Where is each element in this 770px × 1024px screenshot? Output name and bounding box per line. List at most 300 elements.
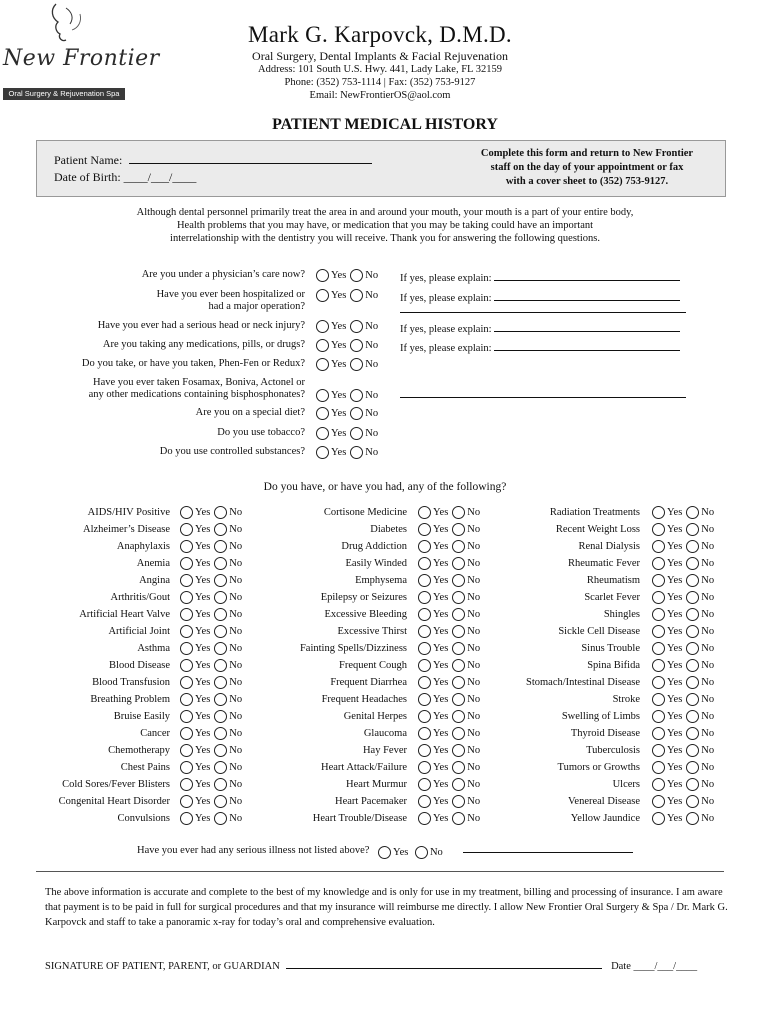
condition-label: Heart Attack/Failure: [320, 762, 407, 773]
no-radio[interactable]: [686, 727, 699, 740]
yes-radio[interactable]: [180, 710, 193, 723]
yes-radio[interactable]: [652, 642, 665, 655]
yes-radio[interactable]: [180, 642, 193, 655]
logo-tagline: Oral Surgery & Rejuvenation Spa: [3, 88, 125, 100]
yes-label: Yes: [331, 390, 347, 401]
patient-name-field: [54, 153, 372, 168]
no-radio[interactable]: [214, 608, 227, 621]
condition-label: Stomach/Intestinal Disease: [525, 677, 640, 688]
yes-radio[interactable]: [652, 625, 665, 638]
yes-no-group: [316, 320, 382, 334]
no-label: No: [467, 728, 481, 739]
yes-no-group: [316, 339, 382, 353]
yes-no-group: [418, 625, 484, 639]
yes-radio[interactable]: [652, 761, 665, 774]
no-radio[interactable]: [686, 506, 699, 519]
no-label: No: [229, 677, 243, 688]
yes-label: Yes: [393, 847, 409, 859]
no-label: No: [701, 745, 715, 756]
condition-label: Sickle Cell Disease: [558, 626, 640, 637]
condition-label: Stroke: [612, 694, 640, 705]
no-radio[interactable]: [214, 642, 227, 655]
no-label: No: [701, 677, 715, 688]
condition-label: Venereal Disease: [567, 796, 640, 807]
no-radio[interactable]: [214, 812, 227, 825]
yes-label: Yes: [331, 321, 347, 332]
yes-radio[interactable]: [180, 557, 193, 570]
yes-radio[interactable]: [418, 778, 431, 791]
condition-label: Frequent Diarrhea: [330, 677, 407, 688]
yes-no-group: [418, 506, 484, 520]
yes-radio[interactable]: [418, 642, 431, 655]
condition-label: Heart Murmur: [346, 779, 407, 790]
condition-label: Convulsions: [117, 813, 170, 824]
no-label: No: [365, 408, 379, 419]
explain-input[interactable]: [494, 340, 680, 351]
condition-label: Excessive Bleeding: [324, 609, 407, 620]
yes-no-group: [652, 540, 718, 554]
yes-radio[interactable]: [316, 407, 329, 420]
yes-radio[interactable]: [418, 676, 431, 689]
condition-label: Asthma: [137, 643, 170, 654]
condition-label: Tuberculosis: [586, 745, 640, 756]
explain-input[interactable]: [494, 321, 680, 332]
no-radio[interactable]: [214, 693, 227, 706]
no-radio[interactable]: [686, 540, 699, 553]
yes-radio[interactable]: [180, 761, 193, 774]
yes-no-group: [180, 744, 246, 758]
no-radio[interactable]: [452, 693, 465, 706]
yes-label: Yes: [433, 728, 449, 739]
yes-no-group: [180, 761, 246, 775]
other-illness-input[interactable]: [463, 842, 633, 853]
yes-no-group: [652, 727, 718, 741]
no-radio[interactable]: [214, 659, 227, 672]
yes-radio[interactable]: [418, 659, 431, 672]
instructions-line: staff on the day of your appointment or fax: [490, 162, 684, 173]
yes-no-group: [652, 795, 718, 809]
signature-input[interactable]: [286, 958, 602, 969]
condition-label: Breathing Problem: [90, 694, 170, 705]
no-radio[interactable]: [686, 676, 699, 689]
yes-radio[interactable]: [180, 778, 193, 791]
question-text: [157, 289, 305, 313]
yes-label: Yes: [195, 711, 211, 722]
yes-radio[interactable]: [418, 540, 431, 553]
question-text: [103, 339, 305, 351]
no-radio[interactable]: [452, 540, 465, 553]
no-radio[interactable]: [452, 523, 465, 536]
yes-radio[interactable]: [652, 812, 665, 825]
yes-radio[interactable]: [652, 557, 665, 570]
no-radio[interactable]: [452, 557, 465, 570]
no-label: No: [467, 524, 481, 535]
yes-label: Yes: [195, 541, 211, 552]
yes-radio[interactable]: [180, 540, 193, 553]
no-radio[interactable]: [214, 727, 227, 740]
yes-label: Yes: [433, 694, 449, 705]
condition-label: AIDS/HIV Positive: [87, 507, 170, 518]
yes-radio[interactable]: [652, 778, 665, 791]
yes-no-group: [418, 574, 484, 588]
no-label: No: [467, 745, 481, 756]
no-radio[interactable]: [350, 339, 363, 352]
yes-label: Yes: [667, 711, 683, 722]
no-radio[interactable]: [214, 574, 227, 587]
yes-radio[interactable]: [418, 557, 431, 570]
no-radio[interactable]: [214, 795, 227, 808]
yes-no-group: [418, 778, 484, 792]
question-line: Do you take, or have you taken, Phen-Fen or Redux?: [81, 358, 305, 369]
yes-label: Yes: [195, 796, 211, 807]
no-radio[interactable]: [686, 608, 699, 621]
question-text: [89, 377, 305, 401]
yes-no-group: [180, 676, 246, 690]
no-radio[interactable]: [452, 710, 465, 723]
no-radio[interactable]: [452, 744, 465, 757]
no-radio[interactable]: [686, 693, 699, 706]
yes-radio[interactable]: [316, 269, 329, 282]
no-label: No: [229, 728, 243, 739]
no-label: No: [467, 762, 481, 773]
explain-extra-line[interactable]: [400, 397, 686, 398]
yes-radio[interactable]: [652, 727, 665, 740]
no-radio[interactable]: [452, 625, 465, 638]
explain-label: If yes, please explain:: [400, 343, 492, 354]
yes-radio[interactable]: [418, 727, 431, 740]
condition-label: Congenital Heart Disorder: [58, 796, 170, 807]
yes-no-group: [652, 557, 718, 571]
yes-no-group: [180, 642, 246, 656]
yes-radio[interactable]: [418, 506, 431, 519]
instructions-line: with a cover sheet to (352) 753-9127.: [505, 176, 669, 187]
yes-radio[interactable]: [652, 523, 665, 536]
other-illness-row: [137, 842, 633, 858]
explain-extra-line[interactable]: [400, 312, 686, 313]
yes-radio[interactable]: [180, 608, 193, 621]
dob-input[interactable]: ____/___/____: [123, 170, 197, 184]
no-label: No: [229, 745, 243, 756]
conditions-heading: Do you have, or have you had, any of the following?: [263, 481, 507, 493]
no-radio[interactable]: [686, 812, 699, 825]
yes-radio[interactable]: [652, 591, 665, 604]
condition-label: Anaphylaxis: [116, 541, 170, 552]
yes-no-group: [418, 557, 484, 571]
no-radio[interactable]: [350, 427, 363, 440]
yes-no-group: [418, 727, 484, 741]
yes-radio[interactable]: [418, 744, 431, 757]
no-radio[interactable]: [350, 289, 363, 302]
instructions-line: Complete this form and return to New Frontier: [480, 148, 694, 159]
yes-label: Yes: [195, 558, 211, 569]
yes-no-group: [652, 761, 718, 775]
yes-radio[interactable]: [418, 574, 431, 587]
no-radio[interactable]: [350, 269, 363, 282]
condition-label: Chest Pains: [120, 762, 170, 773]
yes-label: Yes: [667, 609, 683, 620]
no-label: No: [229, 626, 243, 637]
explain-label: If yes, please explain:: [400, 324, 492, 335]
form-title: PATIENT MEDICAL HISTORY: [272, 116, 498, 133]
yes-no-group: [652, 608, 718, 622]
no-label: No: [701, 762, 715, 773]
yes-radio[interactable]: [418, 693, 431, 706]
no-label: No: [701, 711, 715, 722]
yes-no-group: [180, 693, 246, 707]
yes-radio[interactable]: [378, 846, 391, 859]
yes-radio[interactable]: [418, 625, 431, 638]
intro-line: Although dental personnel primarily treat the area in and around your mouth, your mouth is a part of your entire body,: [136, 207, 634, 218]
yes-radio[interactable]: [418, 523, 431, 536]
no-label: No: [701, 558, 715, 569]
explain-field: [400, 340, 680, 354]
yes-radio[interactable]: [418, 795, 431, 808]
question-line: Do you use tobacco?: [217, 427, 305, 438]
no-radio[interactable]: [214, 540, 227, 553]
yes-no-group: [418, 812, 484, 826]
no-radio[interactable]: [214, 557, 227, 570]
no-label: No: [467, 694, 481, 705]
yes-no-group: [418, 761, 484, 775]
no-radio[interactable]: [686, 710, 699, 723]
yes-radio[interactable]: [180, 523, 193, 536]
patient-name-input[interactable]: [129, 153, 372, 164]
yes-label: Yes: [667, 694, 683, 705]
no-radio[interactable]: [214, 591, 227, 604]
no-radio[interactable]: [452, 795, 465, 808]
condition-label: Artificial Joint: [108, 626, 170, 637]
no-radio[interactable]: [452, 659, 465, 672]
no-radio[interactable]: [686, 523, 699, 536]
no-radio[interactable]: [452, 812, 465, 825]
yes-no-group: [180, 778, 246, 792]
condition-label: Fainting Spells/Dizziness: [299, 643, 407, 654]
no-radio[interactable]: [686, 557, 699, 570]
face-silhouette-icon: [42, 0, 86, 50]
yes-radio[interactable]: [180, 574, 193, 587]
no-radio[interactable]: [350, 358, 363, 371]
yes-no-group: [180, 506, 246, 520]
yes-radio[interactable]: [180, 727, 193, 740]
explain-input[interactable]: [494, 290, 680, 301]
yes-radio[interactable]: [652, 608, 665, 621]
no-label: No: [701, 813, 715, 824]
question-line: any other medications containing bisphosphonates?: [88, 389, 305, 400]
yes-label: Yes: [433, 558, 449, 569]
no-radio[interactable]: [350, 446, 363, 459]
yes-radio[interactable]: [180, 506, 193, 519]
intro-line: interrelationship with the dentistry you will receive. Thank you for answering the following questions.: [170, 233, 600, 244]
condition-label: Anemia: [136, 558, 170, 569]
yes-no-group: [652, 812, 718, 826]
yes-radio[interactable]: [652, 659, 665, 672]
condition-label: Epilepsy or Seizures: [320, 592, 407, 603]
no-radio[interactable]: [350, 320, 363, 333]
condition-label: Hay Fever: [362, 745, 407, 756]
no-label: No: [701, 694, 715, 705]
dob-label: Date of Birth:: [54, 170, 124, 184]
date-input[interactable]: ____/___/____: [633, 961, 698, 972]
no-label: No: [229, 694, 243, 705]
yes-label: Yes: [195, 592, 211, 603]
dob-field: [54, 170, 196, 185]
no-radio[interactable]: [214, 625, 227, 638]
no-radio[interactable]: [350, 389, 363, 402]
no-label: No: [701, 592, 715, 603]
no-label: No: [701, 728, 715, 739]
yes-label: Yes: [433, 575, 449, 586]
yes-label: Yes: [433, 507, 449, 518]
question-line: had a major operation?: [208, 301, 305, 312]
yes-radio[interactable]: [316, 446, 329, 459]
yes-radio[interactable]: [316, 289, 329, 302]
no-label: No: [229, 660, 243, 671]
no-radio[interactable]: [686, 795, 699, 808]
yes-no-group: [316, 269, 382, 283]
no-radio[interactable]: [214, 710, 227, 723]
condition-label: Rheumatic Fever: [567, 558, 640, 569]
yes-no-group: [180, 540, 246, 554]
question-line: Are you taking any medications, pills, or drugs?: [102, 339, 305, 350]
yes-radio[interactable]: [418, 608, 431, 621]
condition-label: Diabetes: [370, 524, 407, 535]
yes-no-group: [652, 659, 718, 673]
no-radio[interactable]: [686, 659, 699, 672]
explain-input[interactable]: [494, 270, 680, 281]
yes-label: Yes: [195, 660, 211, 671]
no-radio[interactable]: [214, 744, 227, 757]
yes-radio[interactable]: [316, 320, 329, 333]
practice-address: Address: 101 South U.S. Hwy. 441, Lady Lake, FL 32159: [258, 64, 502, 75]
yes-label: Yes: [667, 813, 683, 824]
yes-radio[interactable]: [316, 339, 329, 352]
yes-label: Yes: [667, 507, 683, 518]
no-radio[interactable]: [214, 761, 227, 774]
yes-radio[interactable]: [180, 625, 193, 638]
condition-label: Frequent Cough: [339, 660, 407, 671]
yes-radio[interactable]: [180, 591, 193, 604]
condition-label: Blood Transfusion: [92, 677, 170, 688]
yes-radio[interactable]: [418, 761, 431, 774]
yes-no-group: [418, 676, 484, 690]
yes-radio[interactable]: [316, 358, 329, 371]
yes-radio[interactable]: [652, 676, 665, 689]
yes-radio[interactable]: [180, 676, 193, 689]
yes-no-group: [180, 523, 246, 537]
yes-no-group: [652, 506, 718, 520]
yes-label: Yes: [195, 813, 211, 824]
condition-label: Arthritis/Gout: [110, 592, 170, 603]
no-label: No: [467, 796, 481, 807]
no-radio[interactable]: [350, 407, 363, 420]
no-radio[interactable]: [686, 642, 699, 655]
no-radio[interactable]: [686, 591, 699, 604]
yes-label: Yes: [433, 626, 449, 637]
no-label: No: [701, 541, 715, 552]
no-label: No: [229, 541, 243, 552]
no-radio[interactable]: [452, 608, 465, 621]
no-label: No: [467, 711, 481, 722]
no-radio[interactable]: [686, 625, 699, 638]
no-radio[interactable]: [452, 642, 465, 655]
yes-no-group: [180, 795, 246, 809]
no-radio[interactable]: [214, 506, 227, 519]
no-label: No: [701, 660, 715, 671]
date-label: Date: [611, 961, 634, 972]
yes-radio[interactable]: [316, 427, 329, 440]
signature-label: SIGNATURE OF PATIENT, PARENT, or GUARDIAN: [45, 961, 280, 972]
yes-radio[interactable]: [418, 591, 431, 604]
yes-radio[interactable]: [418, 710, 431, 723]
no-radio[interactable]: [452, 676, 465, 689]
yes-no-group: [418, 608, 484, 622]
yes-no-group: [180, 591, 246, 605]
no-label: No: [701, 575, 715, 586]
condition-label: Blood Disease: [109, 660, 170, 671]
question-text: [217, 427, 305, 439]
yes-radio[interactable]: [180, 659, 193, 672]
yes-radio[interactable]: [652, 693, 665, 706]
yes-radio[interactable]: [652, 540, 665, 553]
yes-radio[interactable]: [652, 506, 665, 519]
no-radio[interactable]: [452, 727, 465, 740]
yes-no-group: [180, 625, 246, 639]
yes-label: Yes: [433, 524, 449, 535]
yes-radio[interactable]: [180, 812, 193, 825]
condition-label: Cancer: [140, 728, 170, 739]
no-radio[interactable]: [214, 523, 227, 536]
yes-radio[interactable]: [652, 744, 665, 757]
no-label: No: [365, 390, 379, 401]
yes-label: Yes: [433, 643, 449, 654]
no-radio[interactable]: [452, 574, 465, 587]
yes-label: Yes: [195, 609, 211, 620]
no-radio[interactable]: [452, 591, 465, 604]
no-radio[interactable]: [686, 744, 699, 757]
no-radio[interactable]: [452, 761, 465, 774]
no-label: No: [701, 643, 715, 654]
yes-no-group: [418, 710, 484, 724]
no-label: No: [701, 507, 715, 518]
no-radio[interactable]: [686, 778, 699, 791]
yes-radio[interactable]: [652, 574, 665, 587]
no-label: No: [365, 359, 379, 370]
yes-no-group: [652, 642, 718, 656]
no-radio[interactable]: [686, 574, 699, 587]
yes-radio[interactable]: [652, 795, 665, 808]
no-radio[interactable]: [452, 506, 465, 519]
no-label: No: [365, 340, 379, 351]
yes-radio[interactable]: [180, 693, 193, 706]
yes-no-group: [316, 427, 382, 441]
condition-label: Renal Dialysis: [578, 541, 640, 552]
yes-label: Yes: [667, 575, 683, 586]
no-radio[interactable]: [214, 676, 227, 689]
no-radio[interactable]: [686, 761, 699, 774]
yes-radio[interactable]: [652, 710, 665, 723]
question-text: [142, 269, 305, 281]
yes-radio[interactable]: [180, 795, 193, 808]
yes-radio[interactable]: [418, 812, 431, 825]
no-radio[interactable]: [415, 846, 428, 859]
yes-label: Yes: [331, 359, 347, 370]
yes-radio[interactable]: [180, 744, 193, 757]
yes-radio[interactable]: [316, 389, 329, 402]
no-radio[interactable]: [452, 778, 465, 791]
question-line: Are you under a physician’s care now?: [141, 269, 305, 280]
condition-label: Tumors or Growths: [557, 762, 640, 773]
no-radio[interactable]: [214, 778, 227, 791]
